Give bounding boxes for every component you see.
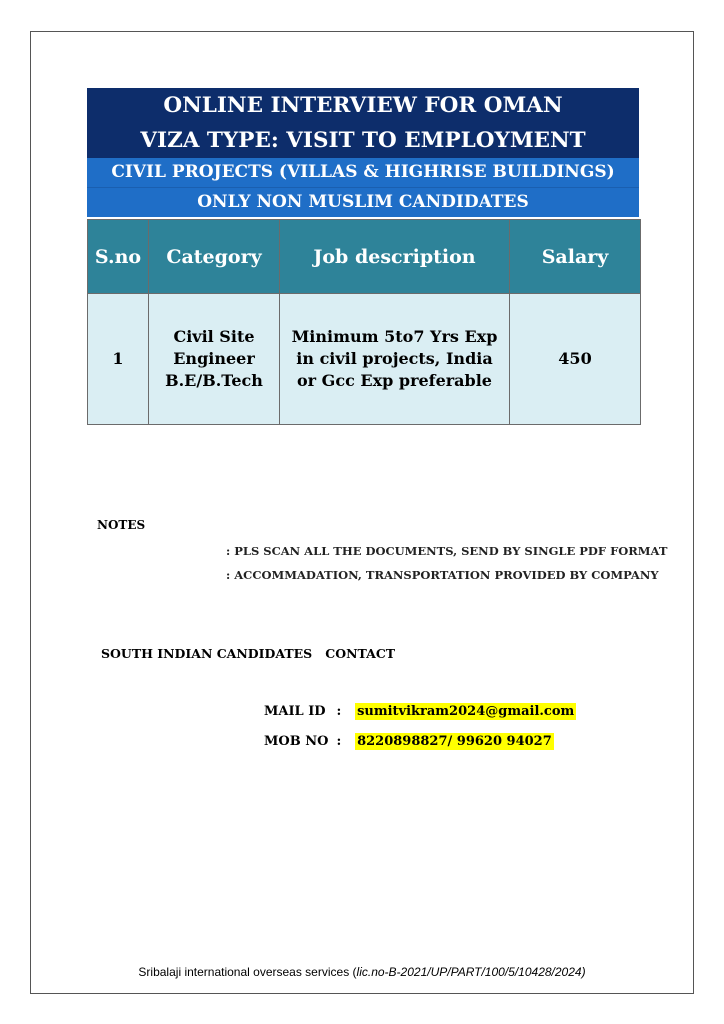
candidate-requirement: ONLY NON MUSLIM CANDIDATES <box>87 187 639 217</box>
category-line: B.E/B.Tech <box>165 371 263 390</box>
description-line: in civil projects, India <box>296 349 493 368</box>
mail-value[interactable]: sumitvikram2024@gmail.com <box>357 704 575 719</box>
column-header-category: Category <box>149 220 280 294</box>
mail-row <box>264 704 576 719</box>
notes-title: NOTES <box>97 518 146 532</box>
footer <box>0 965 724 979</box>
project-type: CIVIL PROJECTS (VILLAS & HIGHRISE BUILDINGS) <box>87 158 639 187</box>
category-line: Civil Site <box>173 327 255 346</box>
mobile-label: MOB NO <box>264 734 329 749</box>
note-item-documents: : PLS SCAN ALL THE DOCUMENTS, SEND BY SINGLE PDF FORMAT <box>226 544 668 558</box>
header-banner <box>87 88 639 217</box>
table-row <box>88 294 641 425</box>
category-line: Engineer <box>173 349 255 368</box>
description-line: or Gcc Exp preferable <box>297 371 492 390</box>
visa-type: VIZA TYPE: VISIT TO EMPLOYMENT <box>87 123 639 158</box>
jobs-table <box>87 219 641 425</box>
cell-job-description <box>280 294 510 425</box>
mail-separator: : <box>336 704 342 719</box>
mobile-value[interactable]: 8220898827/ 99620 94027 <box>357 734 552 749</box>
column-header-sno: S.no <box>88 220 149 294</box>
footer-license: lic.no-B-2021/UP/PART/100/5/10428/2024) <box>356 965 586 979</box>
mobile-row <box>264 734 554 749</box>
note-item-accommodation: : ACCOMMADATION, TRANSPORTATION PROVIDED BY COMPANY <box>226 568 659 582</box>
header-title: ONLINE INTERVIEW FOR OMAN <box>87 88 639 123</box>
mail-label: MAIL ID <box>264 704 326 719</box>
contact-title: SOUTH INDIAN CANDIDATES CONTACT <box>101 646 396 661</box>
cell-sno: 1 <box>88 294 149 425</box>
table-header-row <box>88 220 641 294</box>
cell-category <box>149 294 280 425</box>
description-line: Minimum 5to7 Yrs Exp <box>291 327 498 346</box>
column-header-job-description: Job description <box>280 220 510 294</box>
column-header-salary: Salary <box>510 220 641 294</box>
mobile-separator: : <box>336 734 342 749</box>
cell-salary: 450 <box>510 294 641 425</box>
footer-company: Sribalaji international overseas services ( <box>138 965 357 979</box>
